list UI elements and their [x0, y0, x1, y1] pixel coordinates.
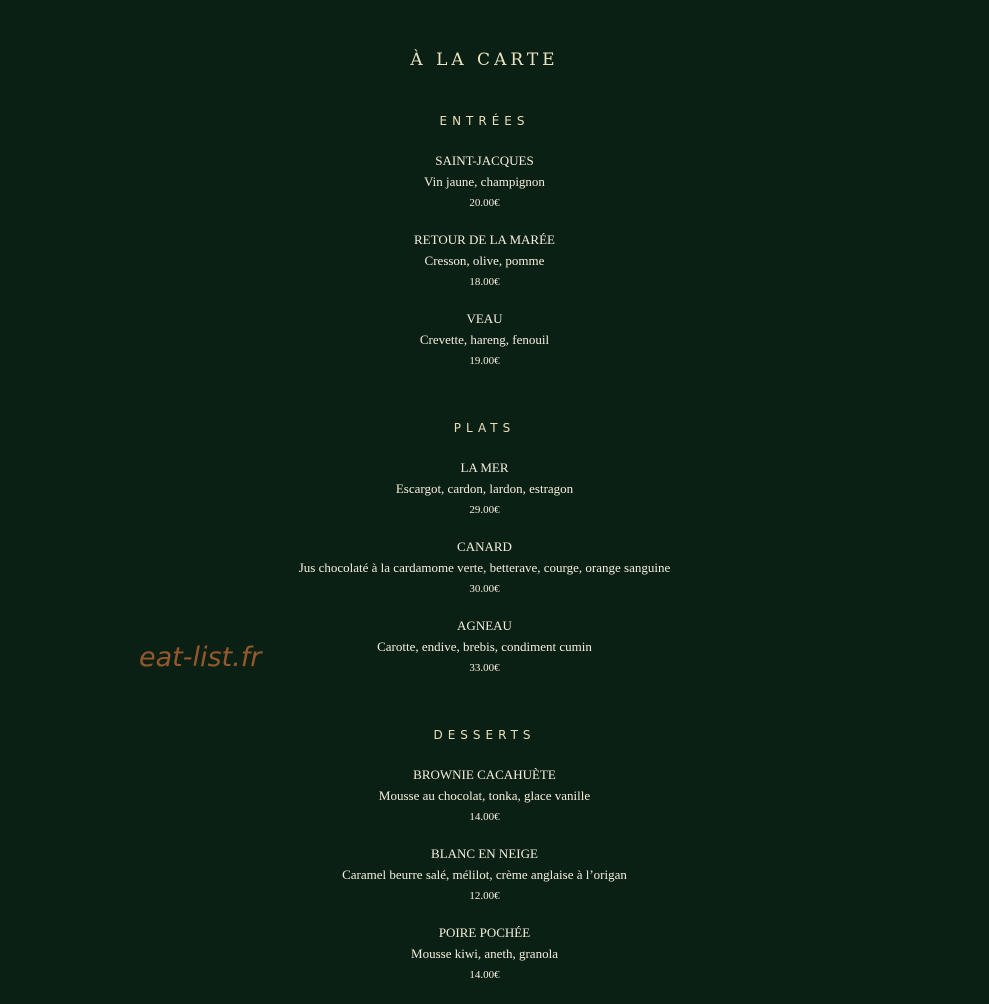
dish-item	[0, 766, 969, 825]
dish-item	[0, 231, 969, 290]
section-plats	[0, 419, 969, 676]
dish-name: VEAU	[466, 311, 503, 326]
dish-name: AGNEAU	[457, 618, 512, 633]
dish-item	[0, 310, 969, 369]
dish-name: LA MER	[460, 460, 509, 475]
dish-name: BROWNIE CACAHUÈTE	[413, 767, 556, 782]
dish-item	[0, 538, 969, 597]
dish-item	[0, 924, 969, 983]
watermark: eat-list.fr	[139, 642, 262, 673]
dish-item	[0, 152, 969, 211]
dish-description: Escargot, cardon, lardon, estragon	[395, 481, 574, 496]
section-entrees	[0, 112, 969, 369]
dish-price: 14.00€	[469, 969, 500, 981]
dish-price: 18.00€	[469, 276, 500, 288]
section-title: ENTRÉES	[439, 114, 530, 128]
dish-name: POIRE POCHÉE	[438, 925, 531, 940]
dish-price: 14.00€	[469, 811, 500, 823]
section-desserts	[0, 726, 969, 983]
dish-name: BLANC EN NEIGE	[431, 846, 538, 861]
section-title: PLATS	[453, 421, 516, 435]
dish-name: SAINT-JACQUES	[435, 153, 534, 168]
dish-description: Vin jaune, champignon	[424, 174, 545, 189]
page-title: À LA CARTE	[410, 50, 559, 70]
dish-description: Mousse kiwi, aneth, granola	[411, 946, 558, 961]
dish-name: RETOUR DE LA MARÉE	[414, 232, 555, 247]
dish-description: Jus chocolaté à la cardamome verte, betterave, courge, orange sanguine	[298, 560, 671, 575]
dish-description: Cresson, olive, pomme	[424, 253, 545, 268]
dish-description: Caramel beurre salé, mélilot, crème anglaise à l’origan	[342, 867, 627, 882]
dish-item	[0, 459, 969, 518]
dish-price: 20.00€	[469, 197, 500, 209]
dish-price: 12.00€	[469, 890, 500, 902]
dish-price: 33.00€	[469, 662, 500, 674]
dish-description: Carotte, endive, brebis, condiment cumin	[377, 639, 592, 654]
dish-name: CANARD	[457, 539, 512, 554]
section-title: DESSERTS	[433, 728, 536, 742]
dish-price: 30.00€	[469, 583, 500, 595]
dish-price: 29.00€	[469, 504, 500, 516]
dish-description: Crevette, hareng, fenouil	[419, 332, 550, 347]
dish-price: 19.00€	[469, 355, 500, 367]
dish-item	[0, 845, 969, 904]
dish-description: Mousse au chocolat, tonka, glace vanille	[378, 788, 591, 803]
